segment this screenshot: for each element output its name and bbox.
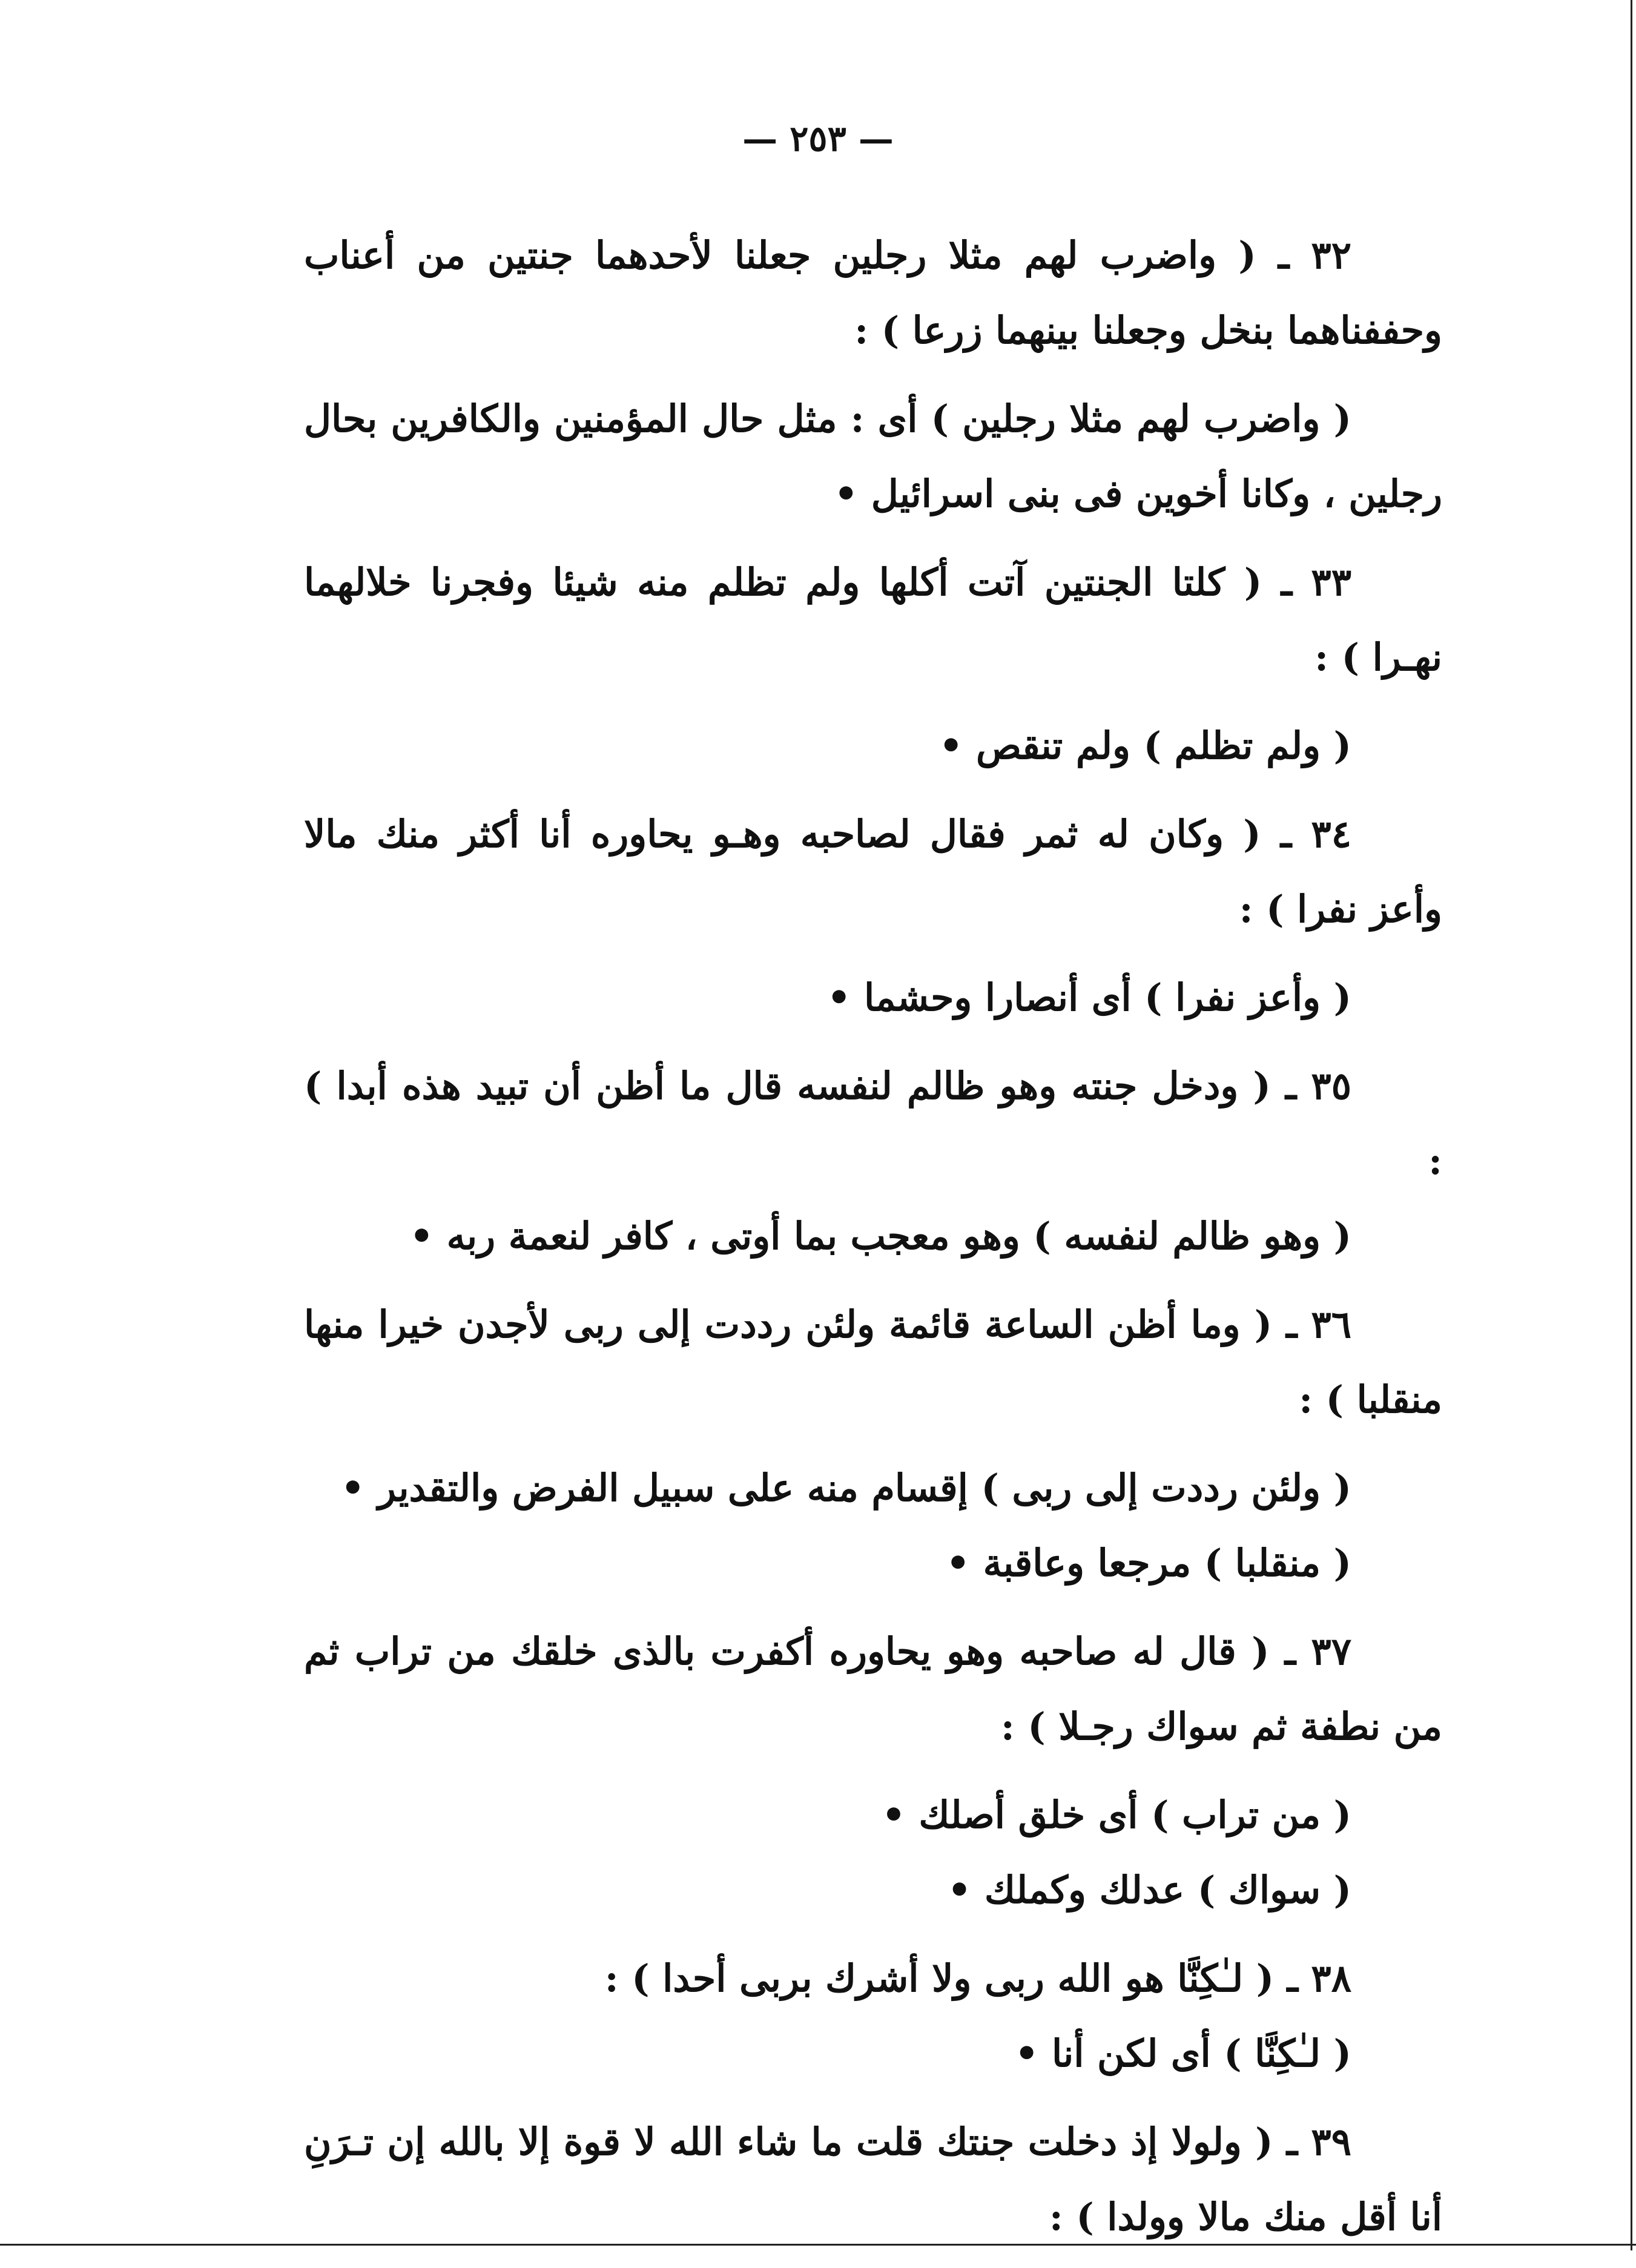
verse-39: ٣٩ ـ ( ولولا إذ دخلت جنتك قلت ما شاء الله لا قوة إلا بالله إن تـرَنِ أنا أقل منك مالا وولدا ) : [304, 2120, 1442, 2239]
gloss-36-a: ( ولئن رددت إلى ربى ) إقسام منه على سبيل الفرض والتقدير • [340, 1466, 1351, 1510]
verse-32: ٣٢ ـ ( واضرب لهم مثلا رجلين جعلنا لأحدهما جنتين من أعناب وحففناهما بنخل وجعلنا بينهما زرعا ) : [304, 233, 1442, 352]
verse-33: ٣٣ ـ ( كلتا الجنتين آتت أكلها ولم تظلم منه شيئا وفجرنا خلالهما نهـرا ) : [304, 560, 1442, 679]
gloss-37-b: ( سواك ) عدلك وكملك • [947, 1868, 1351, 1912]
verse-36: ٣٦ ـ ( وما أظن الساعة قائمة ولئن رددت إلى ربى لأجدن خيرا منها منقلبا ) : [304, 1302, 1442, 1422]
gloss-33: ( ولم تظلم ) ولم تنقص • [938, 724, 1351, 768]
gloss-38: ( لـٰكِنَّا ) أى لكن أنا • [1014, 2031, 1351, 2075]
gloss-36-b: ( منقلبا ) مرجعا وعاقبة • [946, 1541, 1351, 1585]
gloss-37-a: ( من تراب ) أى خلق أصلك • [882, 1793, 1351, 1837]
verse-35: ٣٥ ـ ( ودخل جنته وهو ظالم لنفسه قال ما أظن أن تبيد هذه أبدا ) : [304, 1064, 1442, 1183]
gloss-32: ( واضرب لهم مثلا رجلين ) أى : مثل حال المؤمنين والكافرين بحال رجلين ، وكانا أخوين فى بنى اسرائيل • [304, 397, 1442, 516]
page-edge-right [1631, 0, 1632, 2250]
gloss-34: ( وأعز نفرا ) أى أنصارا وحشما • [826, 975, 1351, 1020]
page-number: — ٢٥٣ — [742, 118, 894, 159]
page-body [304, 218, 1442, 2268]
verse-38: ٣٨ ـ ( لـٰكِنَّا هو الله ربى ولا أشرك بربى أحدا ) : [604, 1956, 1351, 2000]
gloss-35: ( وهو ظالم لنفسه ) وهو معجب بما أوتى ، كافر لنعمة ربه • [409, 1214, 1351, 1258]
verse-34: ٣٤ ـ ( وكان له ثمر فقال لصاحبه وهـو يحاوره أنا أكثر منك مالا وأعز نفرا ) : [304, 812, 1442, 931]
verse-37: ٣٧ ـ ( قال له صاحبه وهو يحاوره أكفرت بالذى خلقك من تراب ثم من نطفة ثم سواك رجـلا ) : [304, 1629, 1442, 1749]
